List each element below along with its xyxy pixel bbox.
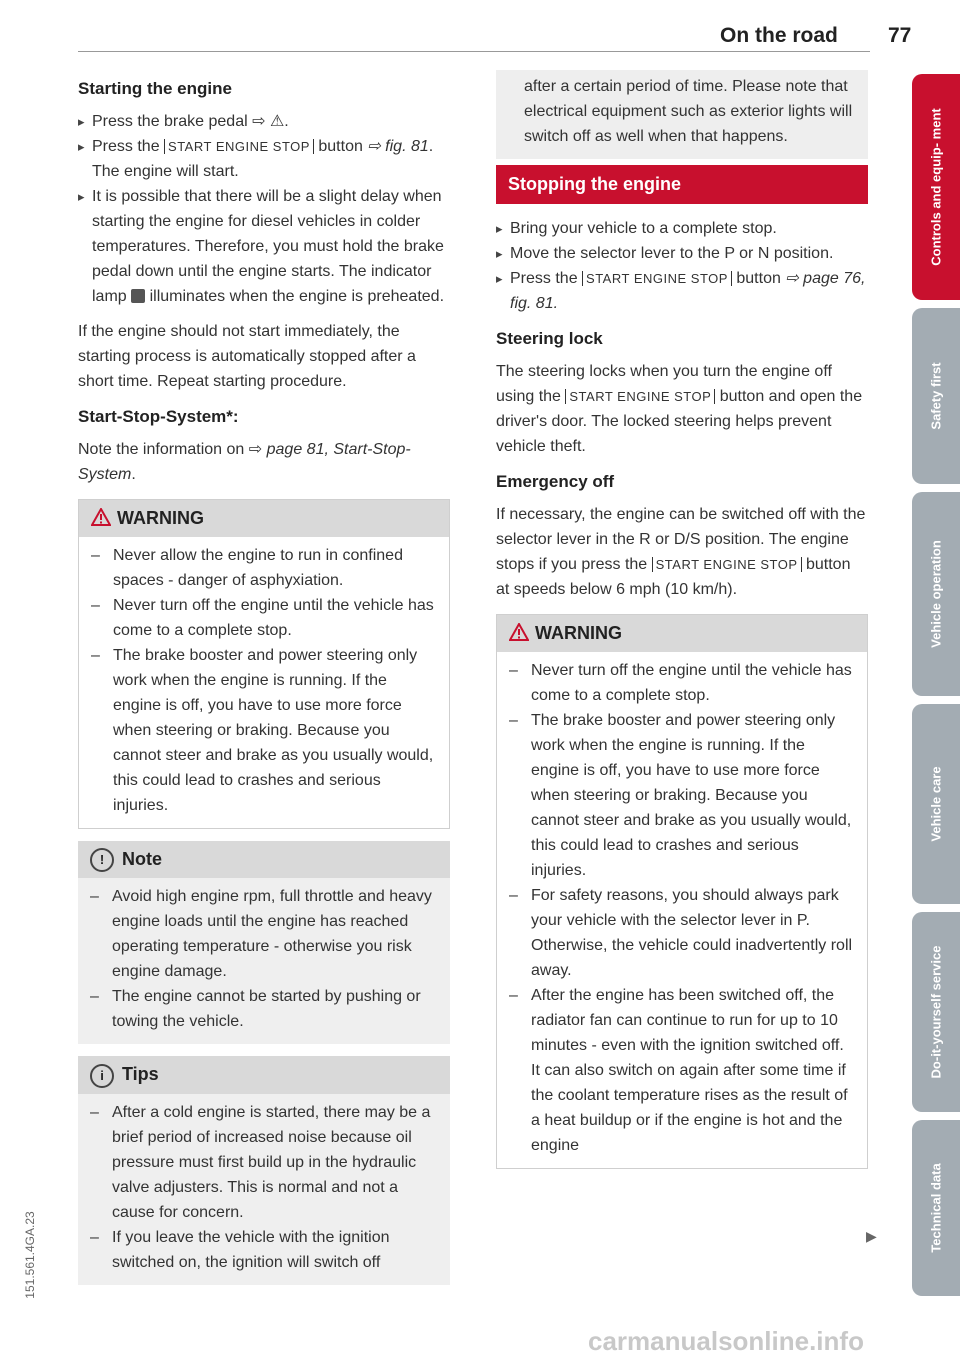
start-engine-stop-button: START ENGINE STOP bbox=[652, 557, 802, 572]
para-text: If necessary, the engine can be switched off with the selector lever in the R or D/S position. The engine stops if you press the bbox=[496, 506, 866, 573]
start-stop-heading: Start-Stop-System*: bbox=[78, 407, 239, 426]
para-text: button at speeds below 6 mph (10 km/h). bbox=[496, 556, 851, 598]
start-engine-stop-button: START ENGINE STOP bbox=[582, 271, 732, 286]
tab-label: Vehicle care bbox=[928, 766, 944, 842]
warning-title: WARNING bbox=[535, 623, 622, 643]
warning-header bbox=[79, 500, 449, 537]
document-code-text: 151.561.4GA.23 bbox=[23, 1211, 37, 1299]
warning-triangle-icon bbox=[509, 623, 529, 641]
page-number: 77 bbox=[888, 24, 912, 47]
tab-label: Controls and equip- ment bbox=[928, 108, 944, 266]
tab-vehicle-operation[interactable] bbox=[912, 492, 960, 696]
tab-technical-data[interactable] bbox=[912, 1120, 960, 1296]
warning-item: – After the engine has been switched off, the radiator fan can continue to run for up to 10 minutes - even with the ignition switched off. It can also switch on again after some time if the coolant temperature rises as the result of a heat buildup or if the engine is hot and the engine bbox=[509, 983, 855, 1158]
note-icon: ! bbox=[90, 848, 114, 872]
warning-box-left bbox=[78, 499, 450, 829]
step-text: Press the brake pedal ⇨ bbox=[92, 113, 270, 130]
tab-label: Safety first bbox=[928, 362, 944, 430]
para-text: Note the information on ⇨ bbox=[78, 441, 267, 458]
tab-safety-first[interactable] bbox=[912, 308, 960, 484]
warning-triangle-icon bbox=[91, 508, 111, 526]
stop-step: ▸ Move the selector lever to the P or N position. bbox=[496, 241, 868, 266]
warning-title: WARNING bbox=[117, 508, 204, 528]
tab-label: Technical data bbox=[928, 1163, 944, 1253]
warning-item: – For safety reasons, you should always park your vehicle with the selector lever in P. Otherwise, the vehicle could inadvertently roll away. bbox=[509, 883, 855, 983]
watermark: carmanualsonline.info bbox=[588, 1326, 864, 1356]
continue-arrow-icon: ▶ bbox=[866, 1228, 877, 1244]
left-column bbox=[78, 70, 450, 1297]
stopping-heading: Stopping the engine bbox=[496, 165, 868, 204]
continued-tip: after a certain period of time. Please note that electrical equipment such as exterior lights will switch off as well when that happens. bbox=[496, 70, 868, 159]
tab-do-it-yourself-service[interactable] bbox=[912, 912, 960, 1112]
emergency-off-paragraph bbox=[496, 502, 868, 602]
restart-paragraph: If the engine should not start immediately, the starting process is automatically stopped after a short time. Repeat starting procedure. bbox=[78, 323, 416, 390]
start-stop-paragraph bbox=[78, 437, 450, 487]
step-text: illuminates when the engine is preheated. bbox=[149, 288, 445, 305]
start-engine-stop-button: START ENGINE STOP bbox=[565, 389, 715, 404]
info-icon: i bbox=[90, 1064, 114, 1088]
warning-item: – The brake booster and power steering only work when the engine is running. If the engine is off, you have to use more force when steering or braking. Because you cannot steer and brake as you usually would, this could lead to crashes and serious injuries. bbox=[91, 643, 437, 818]
step-press-start bbox=[78, 134, 450, 184]
right-column bbox=[496, 76, 868, 1181]
step-text: . bbox=[284, 113, 289, 130]
note-box bbox=[78, 841, 450, 1044]
section-title: On the road bbox=[720, 24, 838, 47]
steering-lock-paragraph bbox=[496, 359, 868, 459]
tab-label: Vehicle operation bbox=[928, 540, 944, 648]
tab-label: Do-it-yourself service bbox=[928, 945, 944, 1079]
note-item: – The engine cannot be started by pushing or towing the vehicle. bbox=[90, 984, 438, 1034]
warning-item: – Never turn off the engine until the vehicle has come to a complete stop. bbox=[509, 658, 855, 708]
warning-item: – The brake booster and power steering only work when the engine is running. If the engine is off, you have to use more force when steering or braking. Because you cannot steer and brake as you usually would, this could lead to crashes and serious injuries. bbox=[509, 708, 855, 883]
emergency-off-heading: Emergency off bbox=[496, 472, 615, 491]
step-text: It is possible that there will be a slight delay when starting the engine for diesel vehicles in colder temperatures. Therefore, you must hold the brake pedal down until the engine starts. The indicator lamp bbox=[92, 188, 444, 305]
tips-header bbox=[78, 1056, 450, 1093]
start-engine-stop-button: START ENGINE STOP bbox=[164, 139, 314, 154]
step-text: button bbox=[313, 138, 368, 155]
warning-header bbox=[497, 615, 867, 652]
para-text: The steering locks when you turn the engine off using the bbox=[496, 363, 832, 405]
step-text: button bbox=[731, 270, 786, 287]
steering-lock-heading: Steering lock bbox=[496, 329, 603, 348]
stop-step-press bbox=[496, 266, 868, 316]
warning-item: – Never allow the engine to run in confined spaces - danger of asphyxiation. bbox=[91, 543, 437, 593]
warning-box-right bbox=[496, 614, 868, 1169]
header-rule bbox=[78, 51, 870, 52]
tips-title: Tips bbox=[122, 1064, 159, 1085]
tab-controls-and-equipment[interactable] bbox=[912, 74, 960, 300]
tip-item: – After a cold engine is started, there may be a brief period of increased noise because oil pressure must first build up in the hydraulic valve adjusters. This is normal and not a cause for concern. bbox=[90, 1100, 438, 1225]
note-header bbox=[78, 841, 450, 878]
document-code bbox=[16, 1180, 44, 1330]
note-title: Note bbox=[122, 849, 162, 869]
tip-item: – If you leave the vehicle with the ignition switched on, the ignition will switch off bbox=[90, 1225, 438, 1275]
fig-link[interactable]: ⇨ fig. 81 bbox=[367, 138, 429, 155]
glow-plug-lamp-icon bbox=[131, 289, 145, 303]
note-item: – Avoid high engine rpm, full throttle and heavy engine loads until the engine has reached operating temperature - otherwise you risk engine damage. bbox=[90, 884, 438, 984]
tips-box bbox=[78, 1056, 450, 1284]
warning-item: – Never turn off the engine until the vehicle has come to a complete stop. bbox=[91, 593, 437, 643]
start-stop-link[interactable]: page 81, Start-Stop-System bbox=[78, 441, 411, 483]
page-link[interactable]: ⇨ page 76, fig. 81. bbox=[510, 270, 866, 312]
step-diesel-delay bbox=[78, 184, 450, 309]
step-text: Press the bbox=[92, 138, 165, 155]
starting-heading: Starting the engine bbox=[78, 79, 232, 98]
para-text: . bbox=[131, 466, 136, 483]
step-press-brake bbox=[78, 109, 450, 134]
stop-step: ▸ Bring your vehicle to a complete stop. bbox=[496, 216, 868, 241]
step-text: . The engine will start. bbox=[92, 138, 434, 180]
warning-icon: ⚠ bbox=[269, 113, 285, 130]
step-text: Press the bbox=[510, 270, 583, 287]
para-text: button and open the driver's door. The locked steering helps prevent vehicle theft. bbox=[496, 388, 863, 455]
tab-vehicle-care[interactable] bbox=[912, 704, 960, 904]
